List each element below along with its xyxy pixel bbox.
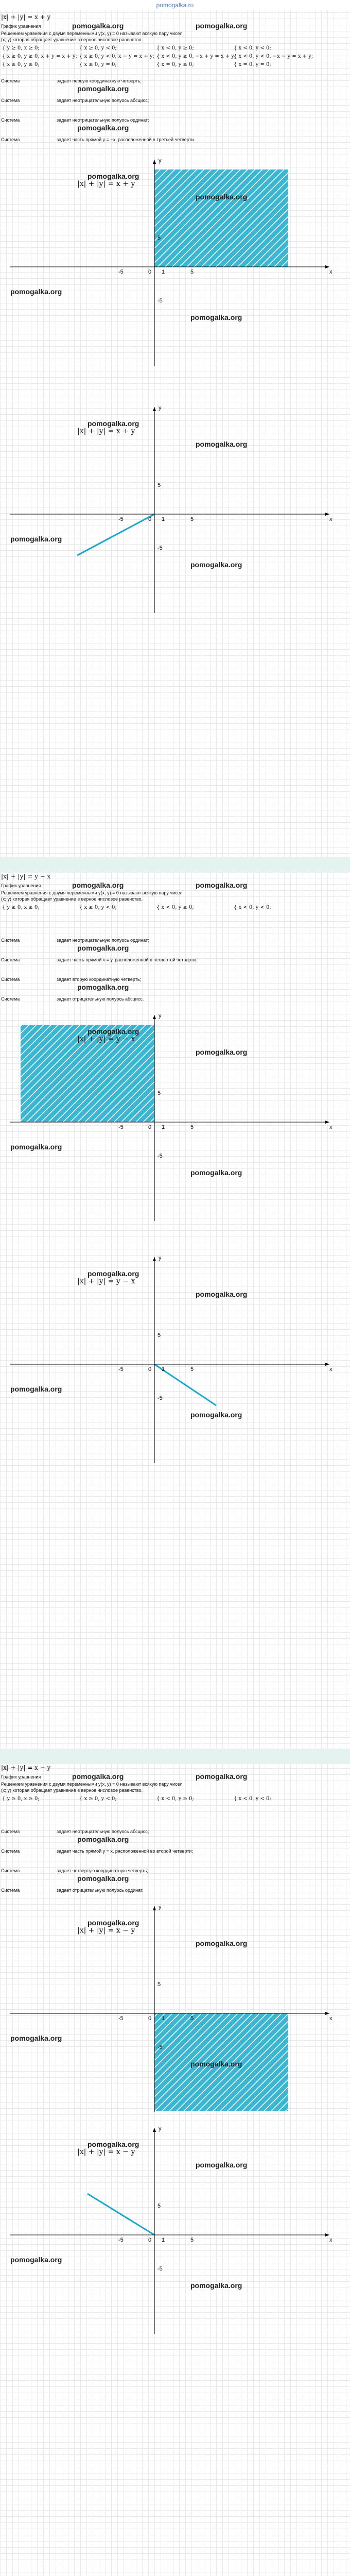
tick-y-minus5: -5 [157,1395,163,1401]
watermark: pomogalka.org [196,22,248,30]
graph-svg [0,2123,350,2339]
system-result: { x = 0, y = 0; [234,62,271,67]
task-section [0,11,350,22]
case-note: задает вторую координатную четверть; [57,977,142,982]
tick-minus5: -5 [118,2015,124,2022]
watermark: pomogalka.org [196,440,248,448]
case-prefix: Система [1,1888,20,1893]
case-prefix: Система [1,996,20,1002]
site-header[interactable]: pomogalka.ru [0,0,350,10]
coordinate-graph [0,1901,350,2117]
tick-0: 0 [148,269,152,275]
axis-label-y: y [159,405,162,411]
tick-0: 0 [148,1366,152,1372]
watermark: pomogalka.org [87,419,139,428]
system-of-conditions: { y ≥ 0, x ≥ 0; [2,45,40,51]
watermark: pomogalka.org [190,1411,242,1419]
case-prefix: Система [1,137,20,142]
y-arrow-icon [153,407,156,411]
graph-label: График уравнения [1,883,41,888]
watermark: pomogalka.org [196,1290,248,1298]
watermark: pomogalka.org [77,84,129,93]
system-of-conditions: { x ≥ 0, y < 0; [79,905,117,910]
graph-svg [0,1901,350,2117]
case-prefix: Система [1,1849,20,1854]
system-result: { x ≥ 0, y ≥ 0; [2,62,40,67]
graph-label: График уравнения [1,24,41,29]
y-arrow-icon [153,2128,156,2132]
tick-y-minus5: -5 [157,545,163,551]
case-note: задает неотрицательную полуось ординат; [57,938,149,943]
watermark: pomogalka.org [190,1168,242,1177]
x-arrow-icon [325,1121,329,1124]
tick-5: 5 [190,1124,194,1130]
system-equation: { x < 0, y ≥ 0, −x + y = x + y; [156,54,236,59]
system-of-conditions: { x < 0, y ≥ 0; [156,45,194,51]
watermark: pomogalka.org [196,2161,248,2169]
axis-label-y: y [159,1013,162,1019]
system-of-conditions: { x ≥ 0, y < 0; [79,1796,117,1802]
system-result: { x ≥ 0, y = 0; [79,62,117,67]
watermark: pomogalka.org [87,2140,139,2148]
watermark: pomogalka.org [196,881,248,889]
tick-5: 5 [190,2237,194,2243]
system-of-conditions: { x < 0, y ≥ 0; [156,905,194,910]
tick-minus5: -5 [118,1124,124,1130]
intro-text: (x; y) которая обращает уравнение в верное числовое равенство. [1,37,143,42]
y-arrow-icon [153,1906,156,1910]
watermark: pomogalka.org [190,2060,242,2068]
case-prefix: Система [1,1829,20,1834]
system-of-conditions: { y ≥ 0, x ≥ 0; [2,1796,40,1802]
case-prefix: Система [1,938,20,943]
graph-label: График уравнения [1,1774,41,1780]
tick-1: 1 [162,1124,165,1130]
tick-minus5: -5 [118,2237,124,2243]
system-of-conditions: { y ≥ 0, x ≥ 0; [2,905,40,910]
tick-5: 5 [190,269,194,275]
tick-y-minus5: -5 [157,2044,163,2050]
y-arrow-icon [153,1015,156,1019]
x-arrow-icon [325,513,329,516]
tick-y5: 5 [157,1090,161,1096]
case-prefix: Система [1,1868,20,1873]
system-of-conditions: { x < 0, y ≥ 0; [156,1796,194,1802]
watermark: pomogalka.org [196,193,248,201]
section-separator [0,857,350,873]
axis-label-x: x [329,1366,332,1372]
tick-y-minus5: -5 [157,298,163,304]
axis-label-x: x [329,269,332,275]
watermark: pomogalka.org [10,535,62,543]
tick-1: 1 [162,516,165,522]
watermark: pomogalka.org [87,172,139,180]
shaded-region [154,170,288,267]
system-of-conditions: { x < 0, y < 0; [234,45,271,51]
watermark: pomogalka.org [72,22,124,30]
y-arrow-icon [153,1257,156,1261]
watermark: pomogalka.org [190,2281,242,2290]
watermark: pomogalka.org [10,1385,62,1393]
intro-text: (x; y) которая обращает уравнение в верное числовое равенство. [1,896,143,902]
graph-formula: |x| + |y| = x − y [77,1926,135,1935]
system-of-conditions: { x ≥ 0, y < 0; [79,45,117,51]
tick-0: 0 [148,2237,152,2243]
system-of-conditions: { x < 0, y < 0; [234,1796,271,1802]
tick-5: 5 [190,516,194,522]
tick-minus5: -5 [118,516,124,522]
solution-ray [77,514,154,555]
x-arrow-icon [325,2012,329,2015]
coordinate-graph [0,155,350,371]
graph-formula: |x| + |y| = y − x [77,1035,135,1043]
watermark: pomogalka.org [77,1874,129,1883]
system-equation: { x ≥ 0, y ≥ 0, x + y = x + y; [2,54,77,59]
tick-1: 1 [162,2237,165,2243]
axis-label-y: y [159,1255,162,1261]
graph-formula: |x| + |y| = x − y [77,2148,135,2156]
graph-formula: |x| + |y| = y − x [77,1277,135,1285]
case-note: задает первую координатную четверть; [57,78,142,83]
tick-0: 0 [148,516,152,522]
tick-1: 1 [162,2015,165,2022]
intro-text: (x; y) которая обращает уравнение в верное числовое равенство. [1,1788,143,1793]
case-note: задает часть прямой y = x, расположенной во второй четверти; [57,1849,193,1854]
x-arrow-icon [325,1363,329,1366]
watermark: pomogalka.org [196,1048,248,1056]
watermark: pomogalka.org [87,1027,139,1036]
graph-svg [0,155,350,371]
axis-label-x: x [329,2237,332,2243]
watermark: pomogalka.org [87,1269,139,1278]
tick-y5: 5 [157,482,161,488]
axis-label-x: x [329,2015,332,2022]
axis-label-y: y [159,158,162,164]
tick-y-minus5: -5 [157,1153,163,1159]
watermark: pomogalka.org [10,287,62,296]
watermark: pomogalka.org [72,881,124,889]
intro-text: Решением уравнения с двумя переменными y(x, y) = 0 называют всякую пару чисел [1,1782,183,1787]
intro-text: Решением уравнения с двумя переменными y(x, y) = 0 называют всякую пару чисел [1,31,183,36]
task-title: |x| + |y| = y − x [1,873,51,880]
watermark: pomogalka.org [190,561,242,569]
axis-label-x: x [329,516,332,522]
axis-label-y: y [159,2126,162,2132]
case-prefix: Система [1,98,20,103]
watermark: pomogalka.org [77,944,129,952]
watermark: pomogalka.org [77,1835,129,1843]
watermark: pomogalka.org [10,1143,62,1151]
graph-formula: |x| + |y| = x + y [77,427,135,435]
case-prefix: Система [1,977,20,982]
tick-0: 0 [148,2015,152,2022]
task-title: |x| + |y| = x + y [1,13,51,21]
watermark: pomogalka.org [87,1919,139,1927]
graph-formula: |x| + |y| = x + y [77,180,135,188]
coordinate-graph [0,1010,350,1226]
graph-svg [0,1010,350,1226]
case-prefix: Система [1,957,20,962]
coordinate-graph [0,1252,350,1468]
y-arrow-icon [153,160,156,164]
system-equation: { x ≥ 0, y < 0, x − y = x + y; [79,54,154,59]
watermark: pomogalka.org [196,1939,248,1947]
case-note: задает отрицательную полуось ординат. [57,1888,144,1893]
tick-5: 5 [190,1366,194,1372]
section-separator [0,1749,350,1764]
case-note: задает неотрицательную полуось ординат; [57,117,149,123]
tick-y5: 5 [157,1332,161,1338]
case-note: задает неотрицательную полуось абсцисс; [57,1829,149,1834]
watermark: pomogalka.org [77,983,129,991]
tick-y5: 5 [157,235,161,241]
system-result: { x = 0, y ≥ 0; [156,62,194,67]
x-arrow-icon [325,2233,329,2236]
coordinate-graph [0,2123,350,2339]
watermark: pomogalka.org [190,313,242,321]
intro-text: Решением уравнения с двумя переменными y(x, y) = 0 называют всякую пару чисел [1,890,183,895]
watermark: pomogalka.org [77,124,129,132]
case-prefix: Система [1,78,20,83]
axis-label-x: x [329,1124,332,1130]
system-of-conditions: { x < 0, y < 0; [234,905,271,910]
tick-y5: 5 [157,2203,161,2209]
graph-svg [0,1252,350,1468]
tick-minus5: -5 [118,269,124,275]
tick-5: 5 [190,2015,194,2022]
case-note: задает четвертую координатную четверть; [57,1868,148,1873]
system-equation: { x < 0, y < 0, −x − y = x + y; [234,54,313,59]
solution-ray [87,2194,154,2235]
case-prefix: Система [1,117,20,123]
case-note: задает часть прямой x = y, расположенной в четвертой четверти. [57,957,197,962]
watermark: pomogalka.org [10,2034,62,2042]
x-arrow-icon [325,265,329,268]
graph-svg [0,402,350,618]
case-note: задает отрицательную полуось абсцисс. [57,996,144,1002]
watermark: pomogalka.org [10,2256,62,2264]
case-note: задает часть прямой y = −x, расположенной в третьей четверти. [57,137,196,142]
tick-minus5: -5 [118,1366,124,1372]
tick-0: 0 [148,1124,152,1130]
tick-y5: 5 [157,1981,161,1988]
axis-label-y: y [159,1904,162,1910]
case-note: задает неотрицательную полуось абсцисс; [57,98,149,103]
watermark: pomogalka.org [72,1772,124,1781]
watermark: pomogalka.org [196,1772,248,1781]
coordinate-graph [0,402,350,618]
tick-1: 1 [162,1366,165,1372]
tick-y-minus5: -5 [157,2266,163,2272]
task-title: |x| + |y| = x − y [1,1764,51,1771]
tick-1: 1 [162,269,165,275]
